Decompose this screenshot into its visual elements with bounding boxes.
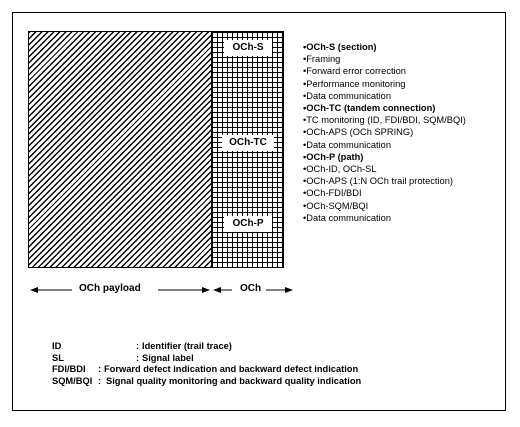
feature-item: •Performance monitoring [303, 78, 406, 89]
legend-separator: : [136, 352, 140, 363]
legend-term: ID [52, 341, 62, 351]
feature-item: •OCh-SQM/BQI [303, 200, 369, 211]
legend-term: SQM/BQI [52, 375, 93, 386]
legend-term: FDI/BDI [52, 364, 86, 374]
feature-item: •Forward error correction [303, 66, 406, 77]
legend-definition: Forward defect indication and backward defect indication [104, 364, 359, 374]
legend-separator: : [98, 375, 102, 386]
feature-item: •Framing [303, 54, 341, 65]
legend-separator: : [98, 364, 102, 374]
feature-item: •OCh-APS (OCh SPRING) [303, 127, 414, 138]
feature-item: •TC monitoring (ID, FDI/BDI, SQM/BQI) [303, 115, 466, 126]
feature-item: •OCh-ID, OCh-SL [303, 164, 377, 175]
feature-item: •OCh-P (path) [303, 151, 364, 162]
och-s-label: OCh-S [224, 40, 272, 56]
och-dimension-label: OCh [240, 283, 262, 294]
och-tc-label: OCh-TC [222, 135, 274, 151]
och-payload-dimension-label: OCh payload [79, 283, 141, 294]
feature-item: •OCh-TC (tandem connection) [303, 103, 436, 114]
feature-item: •OCh-APS (1:N OCh trail protection) [303, 176, 453, 187]
legend-definition: Identifier (trail trace) [142, 341, 232, 351]
legend-term: SL [52, 352, 64, 363]
feature-item: •OCh-FDI/BDI [303, 188, 362, 199]
legend-definition: Signal label [142, 352, 194, 363]
feature-item: •Data communication [303, 212, 391, 223]
feature-item: •Data communication [303, 139, 391, 150]
legend-separator: : [136, 341, 140, 351]
legend-definition: Signal quality monitoring and backward quality indication [106, 375, 362, 386]
och-p-label: OCh-P [224, 216, 272, 232]
feature-item: •OCh-S (section) [303, 42, 377, 52]
feature-item: •Data communication [303, 90, 391, 101]
